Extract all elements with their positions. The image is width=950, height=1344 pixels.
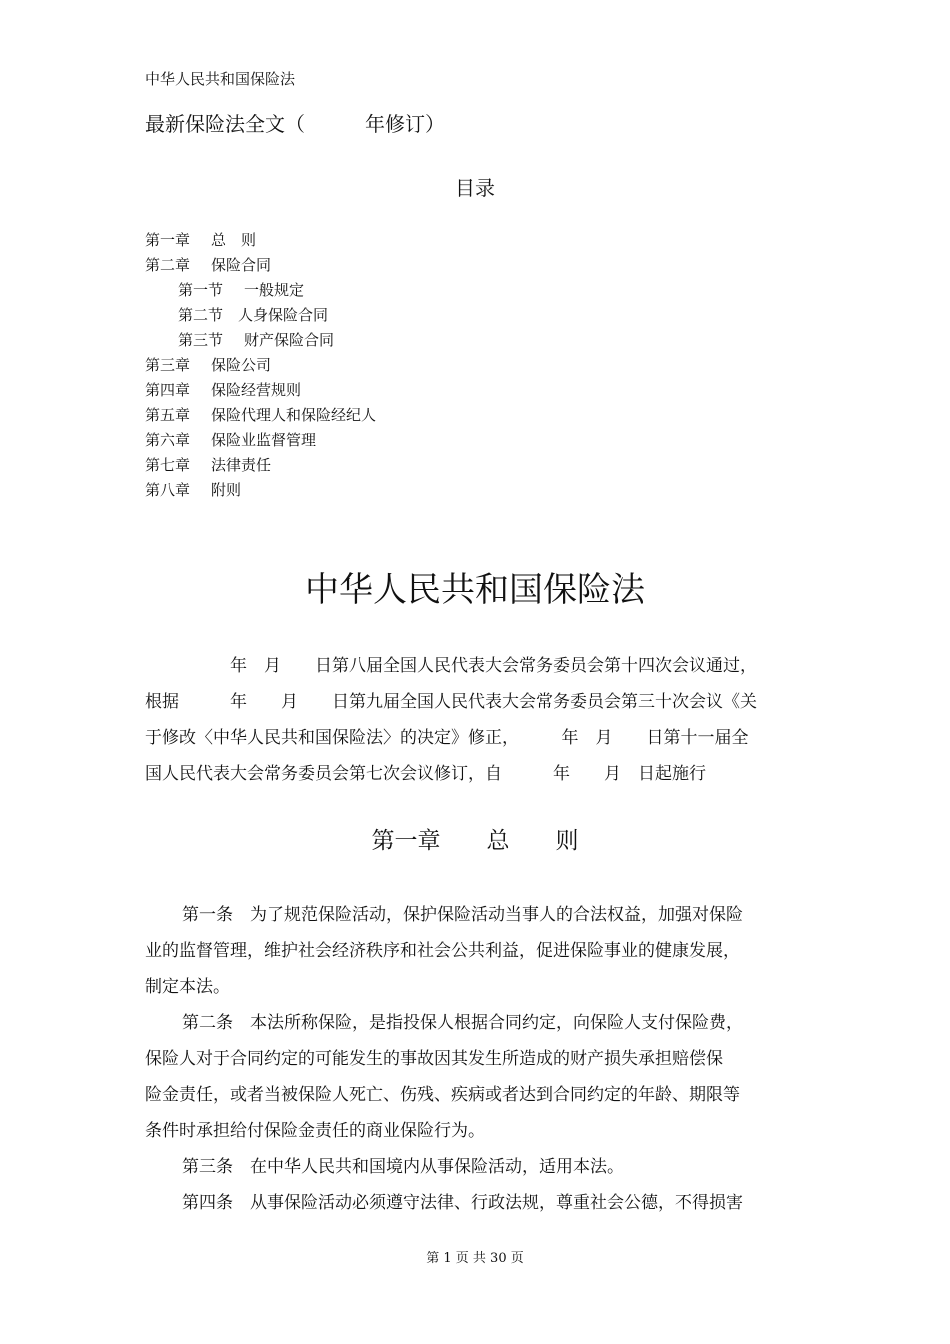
toc-title: 目录 xyxy=(455,176,495,200)
toc-item-section-1[interactable]: 第一节 一般规定 xyxy=(178,281,305,299)
running-header: 中华人民共和国保险法 xyxy=(145,70,296,88)
article-line: 第三条 在中华人民共和国境内从事保险活动，适用本法。 xyxy=(182,1157,624,1177)
enactment-note xyxy=(145,648,810,792)
enactment-line: 于修改〈中华人民共和国保险法〉的决定》修正， 年 月 日第十一届全 xyxy=(145,728,749,748)
document-subtitle: 最新保险法全文（ 年修订） xyxy=(145,112,445,136)
page-footer: 第 1 页 共 30 页 xyxy=(426,1251,524,1266)
table-of-contents xyxy=(145,228,376,503)
toc-item-chapter-4[interactable]: 第四章 保险经营规则 xyxy=(145,381,302,399)
enactment-line: 年 月 日第八届全国人民代表大会常务委员会第十四次会议通过， xyxy=(145,656,757,676)
toc-item-chapter-1[interactable]: 第一章 总 则 xyxy=(145,231,257,249)
toc-item-chapter-2[interactable]: 第二章 保险合同 xyxy=(145,256,272,274)
chapter-heading: 第一章 总 则 xyxy=(371,828,579,854)
toc-item-chapter-5[interactable]: 第五章 保险代理人和保险经纪人 xyxy=(145,406,377,424)
article-line: 险金责任，或者当被保险人死亡、伤残、疾病或者达到合同约定的年龄、期限等 xyxy=(145,1085,740,1105)
article-line: 保险人对于合同约定的可能发生的事故因其发生所造成的财产损失承担赔偿保 xyxy=(145,1049,723,1069)
article-line: 业的监督管理，维护社会经济秩序和社会公共利益，促进保险事业的健康发展， xyxy=(145,941,740,961)
article-line: 第四条 从事保险活动必须遵守法律、行政法规，尊重社会公德，不得损害 xyxy=(182,1193,743,1213)
article-line: 第二条 本法所称保险，是指投保人根据合同约定，向保险人支付保险费， xyxy=(182,1013,743,1033)
article-line: 第一条 为了规范保险活动，保护保险活动当事人的合法权益，加强对保险 xyxy=(182,905,743,925)
toc-item-section-2[interactable]: 第二节 人身保险合同 xyxy=(178,306,329,324)
toc-item-section-3[interactable]: 第三节 财产保险合同 xyxy=(178,331,335,349)
enactment-line: 国人民代表大会常务委员会第七次会议修订，自 年 月 日起施行 xyxy=(145,764,706,784)
toc-item-chapter-6[interactable]: 第六章 保险业监督管理 xyxy=(145,431,317,449)
article-body xyxy=(145,897,810,1221)
toc-item-chapter-7[interactable]: 第七章 法律责任 xyxy=(145,456,272,474)
main-title: 中华人民共和国保险法 xyxy=(305,570,645,610)
article-line: 条件时承担给付保险金责任的商业保险行为。 xyxy=(145,1121,485,1141)
enactment-line: 根据 年 月 日第九届全国人民代表大会常务委员会第三十次会议《关 xyxy=(145,692,757,712)
toc-item-chapter-8[interactable]: 第八章 附则 xyxy=(145,481,242,499)
toc-item-chapter-3[interactable]: 第三章 保险公司 xyxy=(145,356,272,374)
article-line: 制定本法。 xyxy=(145,977,230,997)
